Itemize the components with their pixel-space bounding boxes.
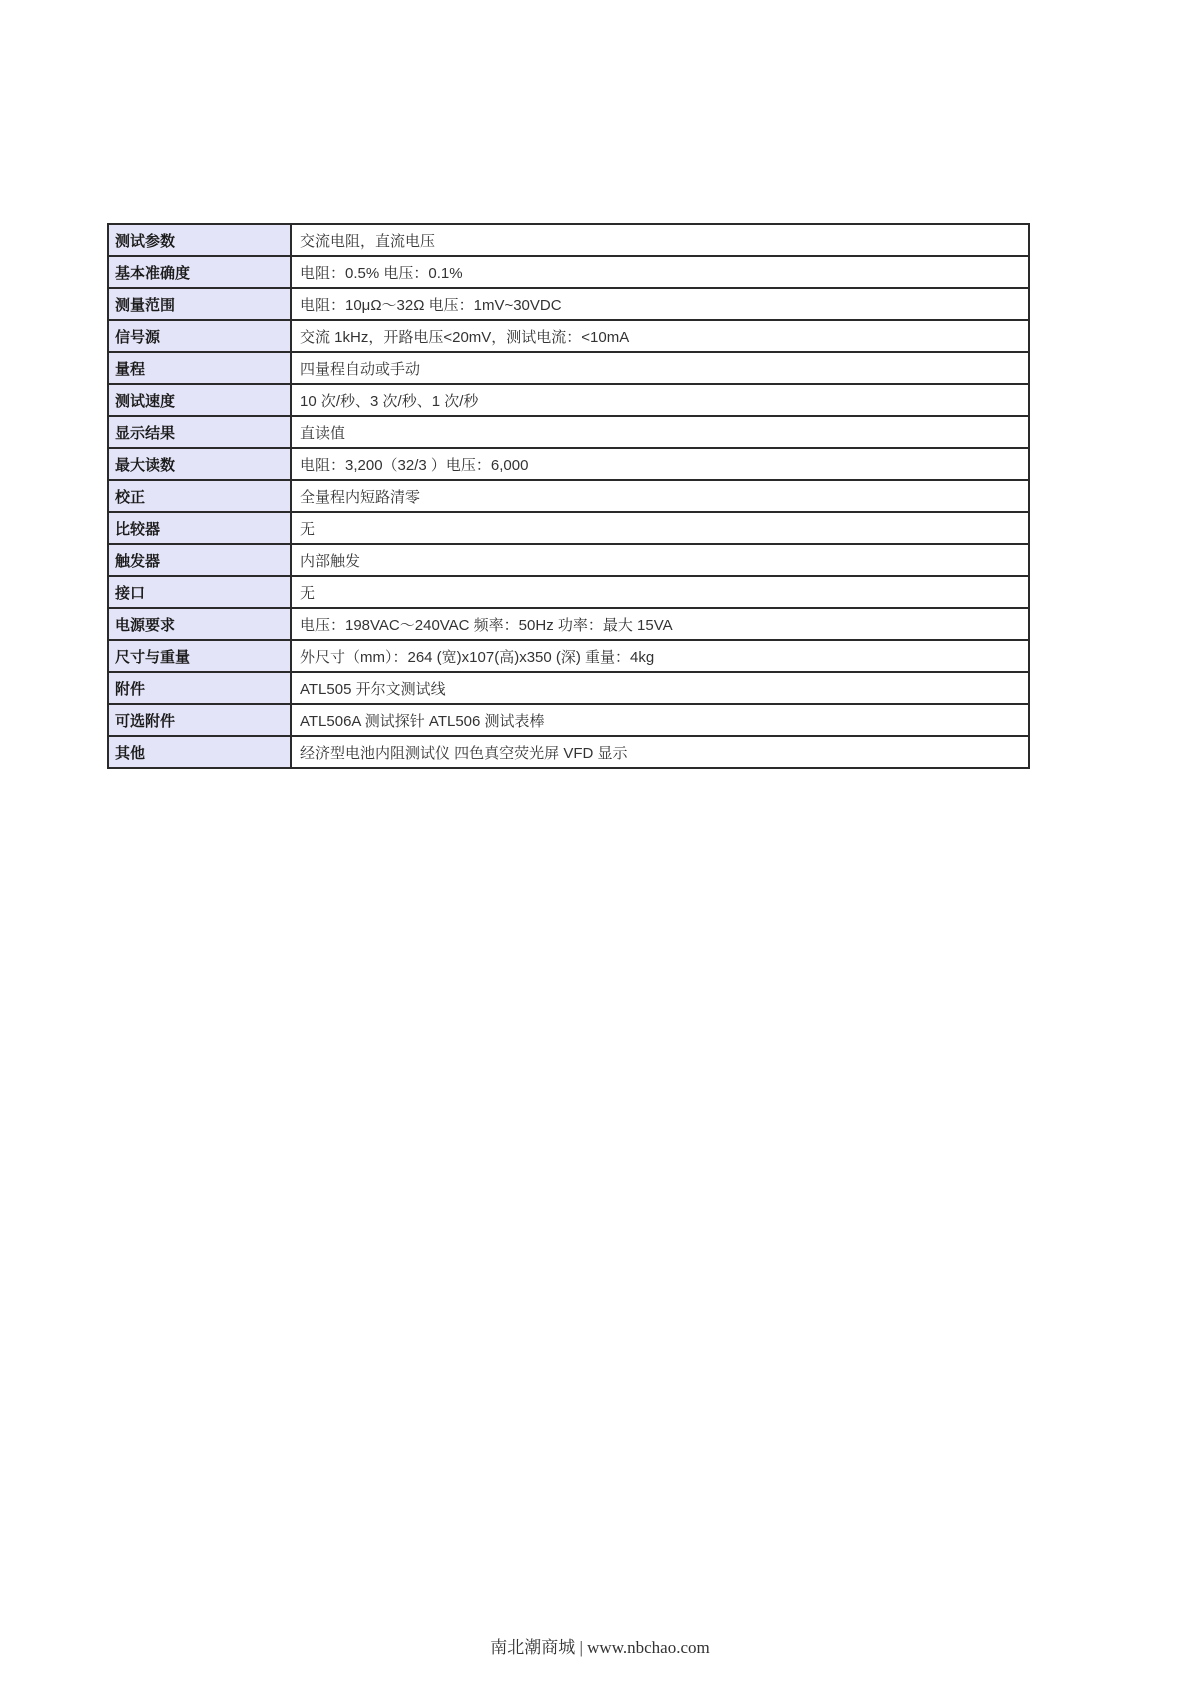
spec-value: 电阻：0.5% 电压：0.1% (291, 256, 1029, 288)
spec-value: 直读值 (291, 416, 1029, 448)
spec-value: 电阻：3,200（32/3 ）电压：6,000 (291, 448, 1029, 480)
table-row (108, 704, 1029, 736)
spec-label: 最大读数 (108, 448, 291, 480)
spec-label: 可选附件 (108, 704, 291, 736)
spec-value: 外尺寸（mm）：264 (宽)x107(高)x350 (深) 重量：4kg (291, 640, 1029, 672)
spec-value: 无 (291, 512, 1029, 544)
spec-value: 全量程内短路清零 (291, 480, 1029, 512)
spec-table (107, 223, 1030, 769)
table-row (108, 736, 1029, 768)
table-row (108, 672, 1029, 704)
spec-value: 四量程自动或手动 (291, 352, 1029, 384)
spec-label: 测量范围 (108, 288, 291, 320)
table-row (108, 544, 1029, 576)
spec-value: 电阻：10μΩ～32Ω 电压：1mV~30VDC (291, 288, 1029, 320)
table-row (108, 576, 1029, 608)
table-row (108, 416, 1029, 448)
spec-label: 量程 (108, 352, 291, 384)
spec-label: 测试速度 (108, 384, 291, 416)
table-row (108, 640, 1029, 672)
spec-value: 无 (291, 576, 1029, 608)
spec-label: 触发器 (108, 544, 291, 576)
spec-value: 内部触发 (291, 544, 1029, 576)
spec-label: 测试参数 (108, 224, 291, 256)
spec-label: 基本准确度 (108, 256, 291, 288)
table-row (108, 352, 1029, 384)
spec-label: 其他 (108, 736, 291, 768)
spec-label: 校正 (108, 480, 291, 512)
spec-label: 尺寸与重量 (108, 640, 291, 672)
spec-label: 电源要求 (108, 608, 291, 640)
table-row (108, 384, 1029, 416)
spec-value: 交流 1kHz，开路电压<20mV，测试电流：<10mA (291, 320, 1029, 352)
spec-label: 接口 (108, 576, 291, 608)
spec-value: ATL506A 测试探针 ATL506 测试表棒 (291, 704, 1029, 736)
table-row (108, 288, 1029, 320)
spec-value: ATL505 开尔文测试线 (291, 672, 1029, 704)
table-row (108, 256, 1029, 288)
table-row (108, 448, 1029, 480)
spec-label: 信号源 (108, 320, 291, 352)
spec-label: 附件 (108, 672, 291, 704)
table-row (108, 480, 1029, 512)
spec-label: 比较器 (108, 512, 291, 544)
spec-label: 显示结果 (108, 416, 291, 448)
spec-value: 电压：198VAC～240VAC 频率：50Hz 功率：最大 15VA (291, 608, 1029, 640)
table-row (108, 512, 1029, 544)
table-row (108, 608, 1029, 640)
spec-value: 10 次/秒、3 次/秒、1 次/秒 (291, 384, 1029, 416)
table-row (108, 320, 1029, 352)
spec-value: 交流电阻，直流电压 (291, 224, 1029, 256)
spec-value: 经济型电池内阻测试仪 四色真空荧光屏 VFD 显示 (291, 736, 1029, 768)
page-footer: 南北潮商城 | www.nbchao.com (490, 1638, 710, 1657)
table-row (108, 224, 1029, 256)
